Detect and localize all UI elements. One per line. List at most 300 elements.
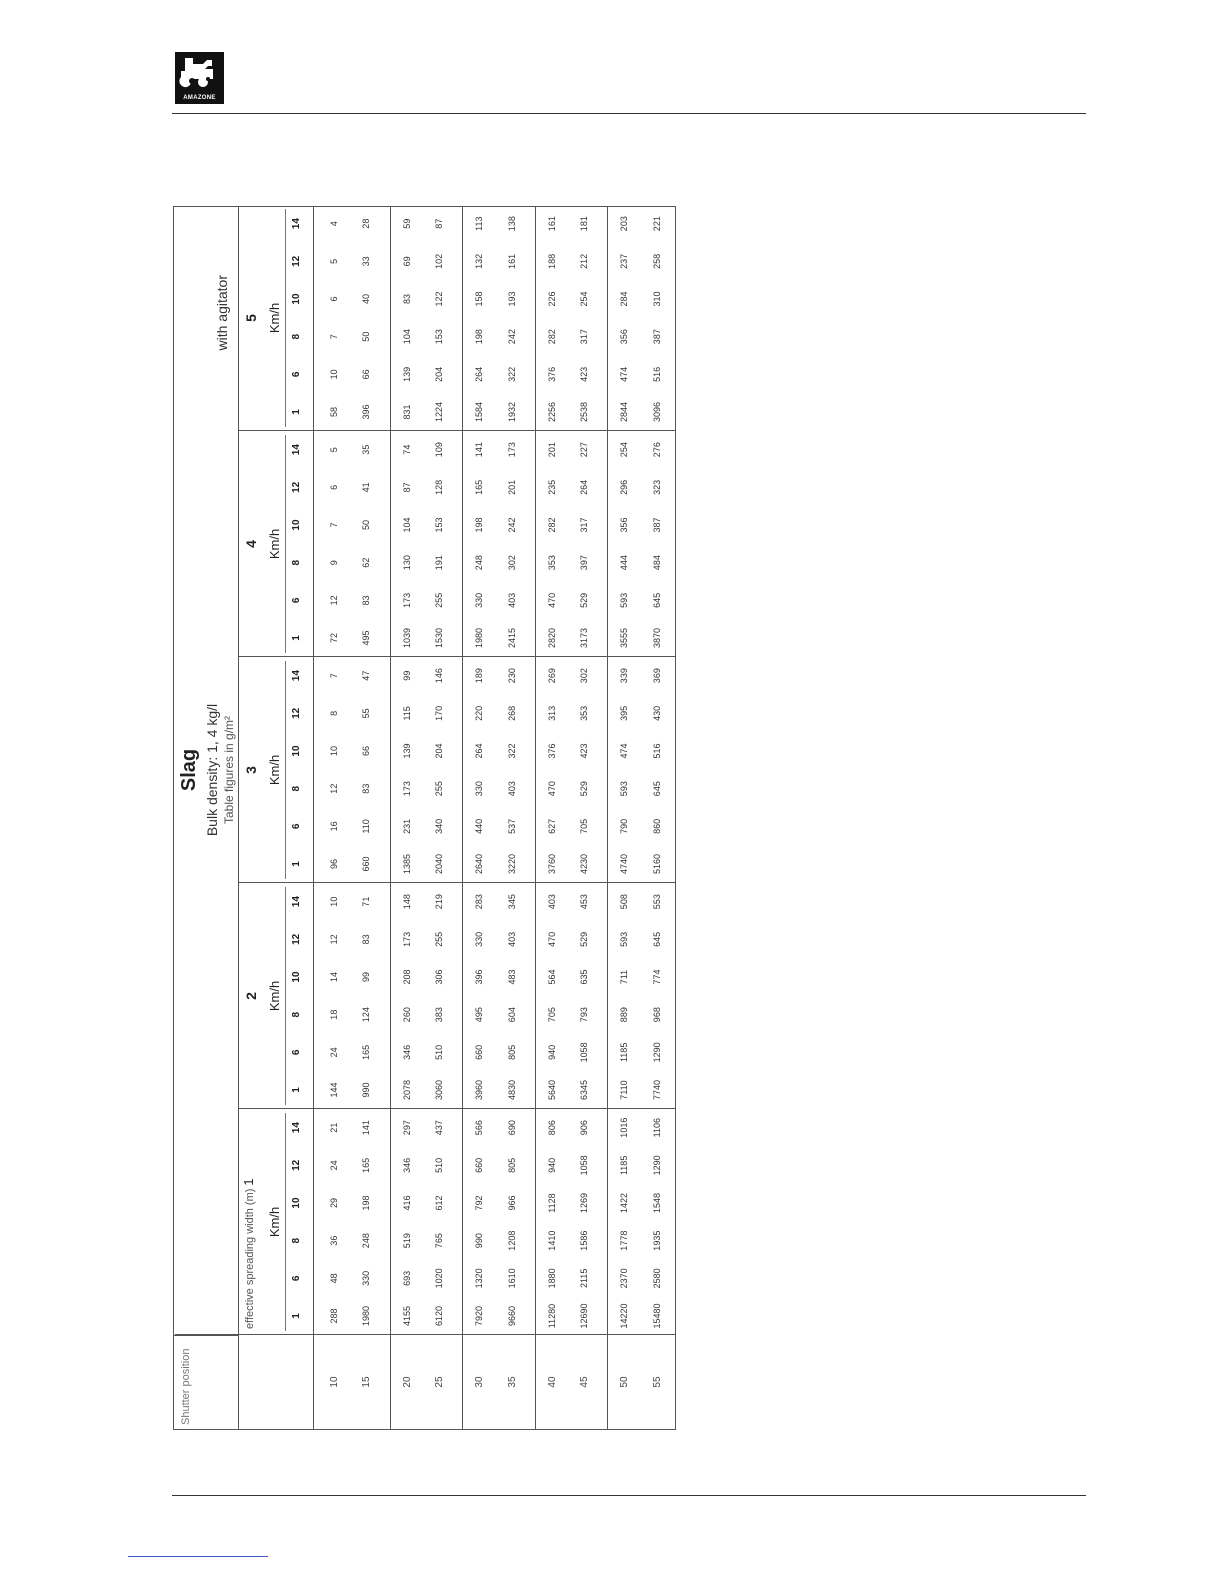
speed-header: 14 <box>291 218 302 230</box>
speed-header: 6 <box>291 371 302 378</box>
speed-header: 12 <box>291 481 302 493</box>
group-divider <box>239 1108 676 1109</box>
table-cell: 765 <box>433 1233 444 1249</box>
table-cell: 793 <box>579 1007 590 1023</box>
table-cell: 519 <box>401 1233 412 1249</box>
table-cell: 1935 <box>651 1230 662 1251</box>
table-units: Table figures in g/m² <box>222 715 236 825</box>
table-cell: 220 <box>474 705 485 721</box>
table-cell: 3096 <box>651 401 662 423</box>
table-cell: 2580 <box>651 1268 662 1289</box>
table-cell: 1320 <box>474 1268 485 1289</box>
table-cell: 9 <box>329 560 339 566</box>
table-cell: 1385 <box>401 853 412 875</box>
table-cell: 302 <box>579 668 590 684</box>
table-cell: 330 <box>361 1270 372 1286</box>
shutter-value: 10 <box>329 1376 340 1388</box>
table-cell: 440 <box>474 818 485 834</box>
table-cell: 50 <box>361 331 372 342</box>
table-cell: 387 <box>651 517 662 533</box>
shutter-value: 30 <box>474 1376 486 1388</box>
header-rule <box>172 113 1086 114</box>
table-cell: 604 <box>506 1007 517 1023</box>
table-cell: 330 <box>474 592 485 608</box>
table-cell: 774 <box>651 969 662 985</box>
table-cell: 14220 <box>619 1303 630 1329</box>
table-cell: 660 <box>474 1157 485 1173</box>
table-cell: 356 <box>619 329 630 345</box>
table-cell: 510 <box>433 1157 444 1173</box>
table-cell: 4 <box>329 221 339 227</box>
table-cell: 201 <box>546 442 557 458</box>
table-cell: 41 <box>361 482 372 493</box>
table-cell: 72 <box>329 633 339 644</box>
speed-header: 8 <box>291 333 302 340</box>
table-cell: 16 <box>329 821 339 832</box>
shutter-value: 25 <box>433 1376 445 1388</box>
table-cell: 310 <box>651 291 662 307</box>
table-cell: 470 <box>546 781 557 797</box>
table-cell: 376 <box>546 743 557 759</box>
table-cell: 138 <box>506 216 517 232</box>
speed-header-rule <box>285 435 286 653</box>
table-cell: 369 <box>651 668 662 684</box>
table-cell: 198 <box>474 329 485 345</box>
table-cell: 593 <box>619 781 630 797</box>
speed-header-rule <box>285 1113 286 1331</box>
table-cell: 1410 <box>546 1230 557 1251</box>
table-cell: 484 <box>651 555 662 571</box>
table-cell: 284 <box>619 291 630 307</box>
table-cell: 188 <box>546 253 557 269</box>
table-cell: 2415 <box>506 627 517 649</box>
shutter-value: 15 <box>361 1376 373 1388</box>
table-cell: 564 <box>546 969 557 985</box>
table-cell: 317 <box>579 329 590 345</box>
table-cell: 11280 <box>546 1303 557 1329</box>
table-cell: 198 <box>474 517 485 533</box>
table-cell: 2640 <box>474 853 485 875</box>
table-cell: 1530 <box>433 627 444 649</box>
table-cell: 1106 <box>651 1118 662 1138</box>
table-cell: 1932 <box>506 401 517 423</box>
table-cell: 470 <box>546 931 557 947</box>
row-pair-rule <box>462 206 463 1429</box>
speed-header: 14 <box>291 1122 302 1134</box>
table-cell: 6 <box>329 484 339 490</box>
speed-header: 10 <box>291 971 302 983</box>
table-cell: 339 <box>619 668 630 684</box>
group-divider <box>239 656 676 657</box>
table-cell: 8 <box>329 710 339 716</box>
table-cell: 146 <box>433 668 444 684</box>
table-cell: 235 <box>546 479 557 495</box>
table-cell: 627 <box>546 818 557 834</box>
group-label-3: 3 <box>243 766 259 774</box>
logo-text: AMAZONE <box>183 95 216 101</box>
speed-header: 10 <box>291 519 302 531</box>
table-cell: 83 <box>361 595 372 606</box>
table-cell: 805 <box>506 1157 517 1173</box>
table-cell: 264 <box>579 479 590 495</box>
kmh-label: Km/h <box>267 754 282 786</box>
table-cell: 612 <box>433 1195 444 1211</box>
spreading-width-text: effective spreading width (m) <box>244 1188 256 1329</box>
table-cell: 181 <box>579 216 590 232</box>
table-cell: 529 <box>579 592 590 608</box>
table-cell: 201 <box>506 479 517 495</box>
table-cell: 3060 <box>433 1079 444 1101</box>
table-cell: 593 <box>619 592 630 608</box>
table-cell: 906 <box>579 1120 590 1136</box>
table-cell: 248 <box>474 555 485 571</box>
table-cell: 83 <box>361 934 372 945</box>
table-cell: 516 <box>651 743 662 759</box>
table-cell: 330 <box>474 781 485 797</box>
table-cell: 7 <box>329 673 339 679</box>
table-cell: 340 <box>433 818 444 834</box>
table-cell: 403 <box>506 592 517 608</box>
table-cell: 940 <box>546 1157 557 1173</box>
table-cell: 99 <box>401 670 412 681</box>
table-cell: 161 <box>506 253 517 269</box>
table-cell: 430 <box>651 705 662 721</box>
speed-header: 14 <box>291 670 302 682</box>
table-cell: 6 <box>329 296 339 302</box>
table-cell: 5 <box>329 447 339 453</box>
table-cell: 227 <box>579 442 590 458</box>
agitator-note: with agitator <box>214 275 230 351</box>
table-cell: 165 <box>361 1044 372 1060</box>
table-grid <box>238 206 676 1429</box>
table-cell: 1980 <box>361 1305 372 1327</box>
table-cell: 3173 <box>579 627 590 649</box>
table-cell: 516 <box>651 366 662 382</box>
table-cell: 189 <box>474 668 485 684</box>
table-cell: 83 <box>401 294 412 305</box>
table-cell: 968 <box>651 1007 662 1023</box>
table-cell: 204 <box>433 743 444 759</box>
table-cell: 566 <box>474 1120 485 1136</box>
table-cell: 268 <box>506 705 517 721</box>
table-cell: 24 <box>329 1047 339 1058</box>
table-cell: 191 <box>433 555 444 571</box>
table-cell: 553 <box>651 894 662 910</box>
header-bottom-rule <box>313 206 314 1429</box>
table-cell: 805 <box>506 1044 517 1060</box>
table-cell: 423 <box>579 366 590 382</box>
table-cell: 790 <box>619 818 630 834</box>
table-cell: 36 <box>329 1235 339 1246</box>
table-cell: 139 <box>401 366 412 382</box>
table-cell: 1880 <box>546 1268 557 1289</box>
table-cell: 495 <box>474 1007 485 1023</box>
table-cell: 12690 <box>579 1303 590 1329</box>
table-cell: 2115 <box>579 1268 590 1289</box>
speed-header: 8 <box>291 559 302 566</box>
table-cell: 283 <box>474 894 485 910</box>
table-cell: 690 <box>506 1120 517 1136</box>
table-cell: 231 <box>401 818 412 834</box>
table-cell: 1058 <box>579 1155 590 1176</box>
table-cell: 1020 <box>433 1268 444 1289</box>
table-cell: 453 <box>579 894 590 910</box>
table-cell: 889 <box>619 1007 630 1023</box>
shutter-value: 55 <box>651 1376 663 1388</box>
table-cell: 242 <box>506 329 517 345</box>
table-cell: 397 <box>579 555 590 571</box>
table-cell: 254 <box>579 291 590 307</box>
table-cell: 124 <box>361 1007 372 1023</box>
table-cell: 173 <box>401 931 412 947</box>
table-cell: 221 <box>651 216 662 232</box>
table-cell: 376 <box>546 366 557 382</box>
table-cell: 345 <box>506 894 517 910</box>
table-cell: 990 <box>361 1082 372 1098</box>
table-cell: 635 <box>579 969 590 985</box>
speed-header: 14 <box>291 444 302 456</box>
table-cell: 474 <box>619 743 630 759</box>
rate-table <box>173 206 676 1430</box>
table-cell: 288 <box>329 1308 339 1324</box>
table-cell: 1128 <box>546 1193 557 1213</box>
table-cell: 15480 <box>651 1303 662 1329</box>
table-cell: 132 <box>474 253 485 269</box>
speed-header: 1 <box>291 409 302 415</box>
table-cell: 2040 <box>433 853 444 875</box>
table-cell: 282 <box>546 329 557 345</box>
table-cell: 173 <box>401 592 412 608</box>
table-cell: 1185 <box>619 1155 630 1176</box>
table-cell: 6120 <box>433 1305 444 1327</box>
table-cell: 165 <box>361 1157 372 1173</box>
table-cell: 4740 <box>619 853 630 875</box>
table-cell: 323 <box>651 479 662 495</box>
table-cell: 306 <box>433 969 444 985</box>
table-cell: 258 <box>651 253 662 269</box>
table-title-block <box>174 206 238 1335</box>
table-cell: 10 <box>329 369 339 380</box>
table-cell: 660 <box>361 856 372 872</box>
table-cell: 33 <box>361 256 372 267</box>
table-figure <box>173 206 676 1430</box>
table-cell: 3220 <box>506 853 517 875</box>
table-cell: 7 <box>329 522 339 528</box>
table-cell: 1586 <box>579 1230 590 1251</box>
speed-header: 12 <box>291 707 302 719</box>
table-cell: 529 <box>579 931 590 947</box>
speed-header: 6 <box>291 597 302 604</box>
table-cell: 198 <box>361 1195 372 1211</box>
table-cell: 317 <box>579 517 590 533</box>
table-cell: 204 <box>433 366 444 382</box>
speed-header: 6 <box>291 1275 302 1282</box>
shutter-value: 35 <box>506 1376 518 1388</box>
table-cell: 2538 <box>579 401 590 423</box>
table-cell: 940 <box>546 1044 557 1060</box>
table-cell: 50 <box>361 520 372 531</box>
speed-header: 12 <box>291 1159 302 1171</box>
table-cell: 170 <box>433 705 444 721</box>
table-cell: 255 <box>433 931 444 947</box>
group-divider <box>239 430 676 431</box>
table-cell: 2256 <box>546 401 557 423</box>
table-cell: 102 <box>433 253 444 269</box>
table-cell: 1290 <box>651 1042 662 1063</box>
table-cell: 269 <box>546 668 557 684</box>
table-cell: 141 <box>474 442 485 458</box>
footer-rule <box>172 1495 1086 1496</box>
kmh-label: Km/h <box>267 980 282 1012</box>
table-cell: 14 <box>329 972 339 983</box>
table-cell: 2820 <box>546 627 557 649</box>
table-cell: 4155 <box>401 1305 412 1327</box>
table-cell: 115 <box>401 706 412 721</box>
speed-header-rule <box>285 209 286 427</box>
group-label-5: 5 <box>243 314 259 322</box>
table-cell: 483 <box>506 969 517 985</box>
table-cell: 2370 <box>619 1268 630 1289</box>
table-cell: 313 <box>546 705 557 721</box>
table-cell: 35 <box>361 444 372 455</box>
table-cell: 3760 <box>546 853 557 875</box>
table-cell: 356 <box>619 517 630 533</box>
table-cell: 21 <box>329 1122 339 1133</box>
table-cell: 29 <box>329 1198 339 1209</box>
speed-header: 14 <box>291 896 302 908</box>
table-cell: 74 <box>401 444 412 455</box>
table-cell: 255 <box>433 781 444 797</box>
group-label-4: 4 <box>243 540 259 548</box>
table-cell: 1039 <box>401 627 412 649</box>
table-cell: 9660 <box>506 1305 517 1327</box>
table-cell: 237 <box>619 253 630 269</box>
table-cell: 12 <box>329 595 339 606</box>
table-cell: 226 <box>546 291 557 307</box>
table-cell: 255 <box>433 592 444 608</box>
table-cell: 387 <box>651 329 662 345</box>
table-cell: 18 <box>329 1009 339 1020</box>
table-cell: 212 <box>579 253 590 269</box>
table-cell: 444 <box>619 555 630 571</box>
table-cell: 104 <box>401 517 412 533</box>
table-cell: 71 <box>361 896 372 907</box>
shutter-value: 45 <box>579 1376 591 1388</box>
table-cell: 96 <box>329 859 339 870</box>
table-cell: 99 <box>361 972 372 983</box>
table-cell: 693 <box>401 1270 412 1286</box>
table-cell: 153 <box>433 329 444 345</box>
table-cell: 10 <box>329 746 339 757</box>
table-cell: 254 <box>619 442 630 458</box>
table-cell: 510 <box>433 1044 444 1060</box>
table-cell: 66 <box>361 746 372 757</box>
table-cell: 4230 <box>579 853 590 875</box>
table-cell: 3555 <box>619 627 630 649</box>
table-cell: 353 <box>579 705 590 721</box>
table-cell: 47 <box>361 670 372 681</box>
table-cell: 396 <box>361 404 372 420</box>
speed-header: 1 <box>291 635 302 641</box>
table-cell: 403 <box>546 894 557 910</box>
table-cell: 264 <box>474 743 485 759</box>
kmh-label: Km/h <box>267 302 282 334</box>
table-cell: 403 <box>506 781 517 797</box>
amazone-logo <box>175 52 224 104</box>
table-cell: 219 <box>433 894 444 910</box>
group-label-2: 2 <box>243 992 259 1000</box>
table-cell: 645 <box>651 931 662 947</box>
table-cell: 6345 <box>579 1079 590 1101</box>
speed-header: 10 <box>291 293 302 305</box>
table-cell: 860 <box>651 818 662 834</box>
table-cell: 12 <box>329 934 339 945</box>
table-cell: 5 <box>329 258 339 264</box>
table-cell: 322 <box>506 366 517 382</box>
table-cell: 660 <box>474 1044 485 1060</box>
speed-header: 12 <box>291 255 302 267</box>
table-cell: 806 <box>546 1120 557 1136</box>
table-cell: 58 <box>329 407 339 418</box>
table-cell: 48 <box>329 1273 339 1284</box>
table-cell: 165 <box>474 479 485 495</box>
table-cell: 62 <box>361 557 372 568</box>
table-cell: 193 <box>506 291 517 307</box>
table-cell: 7 <box>329 334 339 340</box>
table-cell: 7920 <box>474 1305 485 1327</box>
table-cell: 346 <box>401 1157 412 1173</box>
speed-header: 6 <box>291 823 302 830</box>
table-cell: 1269 <box>579 1192 590 1214</box>
table-cell: 1016 <box>619 1117 630 1138</box>
table-cell: 40 <box>361 294 372 305</box>
table-cell: 1422 <box>619 1192 630 1214</box>
table-cell: 7740 <box>651 1079 662 1101</box>
spreading-width-label <box>241 1178 256 1329</box>
table-cell: 173 <box>506 442 517 458</box>
table-cell: 7110 <box>619 1080 630 1100</box>
shutter-value: 50 <box>619 1376 631 1388</box>
table-cell: 109 <box>433 442 444 458</box>
speed-header: 12 <box>291 933 302 945</box>
table-cell: 148 <box>401 894 412 910</box>
table-cell: 83 <box>361 783 372 794</box>
table-cell: 144 <box>329 1082 339 1098</box>
table-cell: 705 <box>579 818 590 834</box>
table-cell: 296 <box>619 479 630 495</box>
speed-header: 10 <box>291 745 302 757</box>
table-cell: 495 <box>361 630 372 646</box>
table-cell: 282 <box>546 517 557 533</box>
table-cell: 403 <box>506 931 517 947</box>
table-cell: 24 <box>329 1160 339 1171</box>
table-cell: 248 <box>361 1233 372 1249</box>
shutter-value: 40 <box>546 1376 558 1388</box>
table-cell: 297 <box>401 1120 412 1136</box>
footer-link-underline <box>128 1556 268 1557</box>
table-cell: 276 <box>651 442 662 458</box>
table-cell: 416 <box>401 1195 412 1211</box>
table-cell: 966 <box>506 1195 517 1211</box>
table-cell: 711 <box>619 969 630 985</box>
table-cell: 4830 <box>506 1079 517 1101</box>
speed-header-rule <box>285 887 286 1105</box>
table-cell: 264 <box>474 366 485 382</box>
table-cell: 110 <box>361 819 372 834</box>
table-cell: 130 <box>401 555 412 571</box>
shutter-position-header: Shutter position <box>174 1335 238 1429</box>
speed-header: 8 <box>291 785 302 792</box>
